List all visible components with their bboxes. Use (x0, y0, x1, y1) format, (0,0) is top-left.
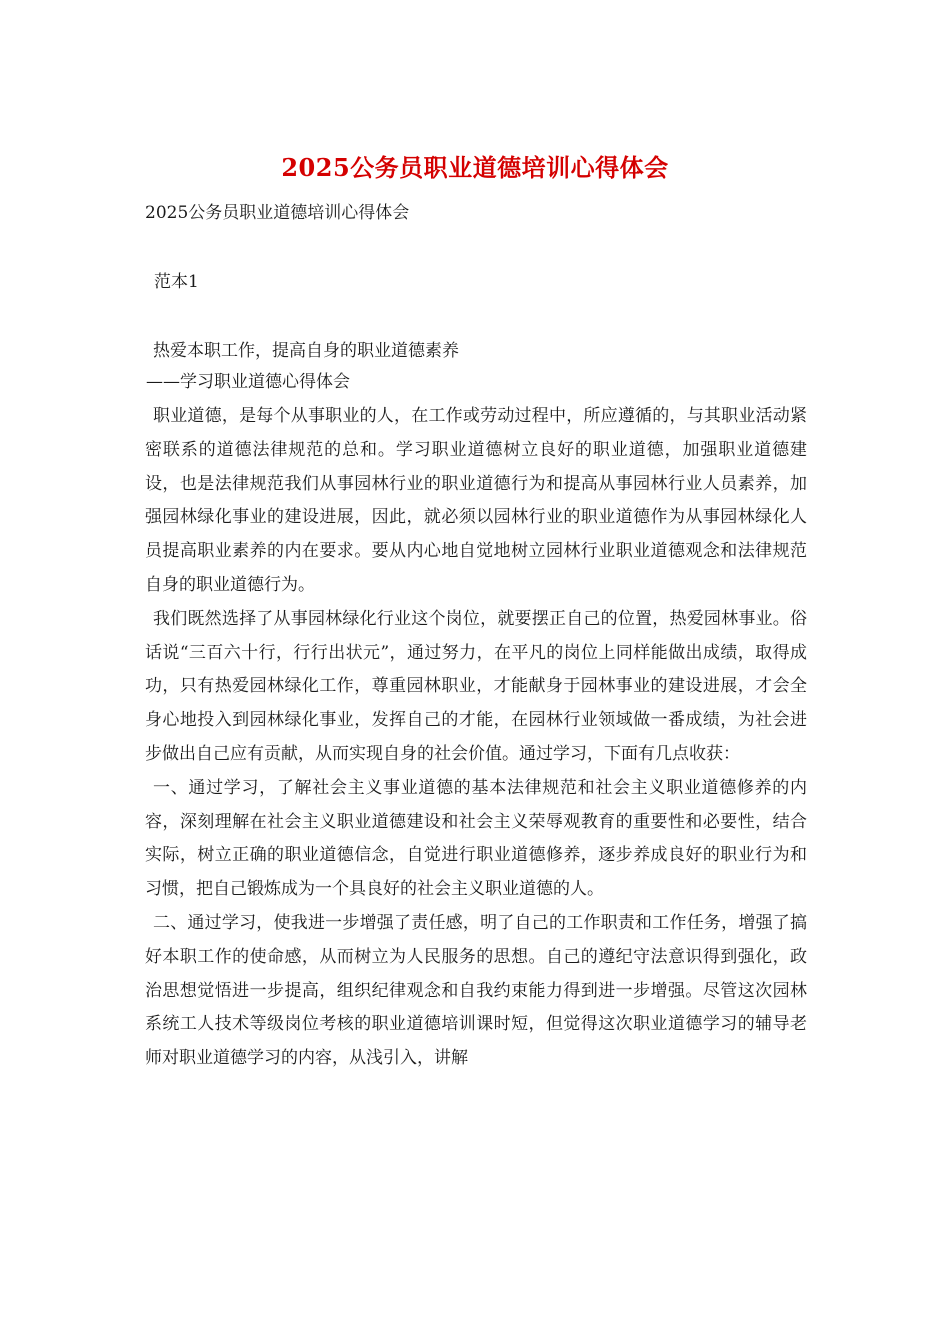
body-paragraph: 职业道德，是每个从事职业的人，在工作或劳动过程中，所应遵循的，与其职业活动紧密联系的道德法律规范的总和。学习职业道德树立良好的职业道德，加强职业道德建设，也是法律规范我们从事园林行业的职业道德行为和提高从事园林行业人员素养，加强园林绿化事业的建设进展，因此，就必须以园林行业的职业道德作为从事园林绿化人员提高职业素养的内在要求。要从内心地自觉地树立园林行业职业道德观念和法律规范自身的职业道德行为。 (145, 406, 807, 595)
essay-subheading: ——学习职业道德心得体会 (146, 372, 350, 392)
essay-heading: 热爱本职工作，提高自身的职业道德素养 (153, 341, 459, 361)
essay-body (145, 400, 807, 1076)
body-paragraph: 二、通过学习，使我进一步增强了责任感，明了自己的工作职责和工作任务，增强了搞好本职工作的使命感，从而树立为人民服务的思想。自己的遵纪守法意识得到强化，政治思想觉悟进一步提高，组织纪律观念和自我约束能力得到进一步增强。尽管这次园林系统工人技术等级岗位考核的职业道德培训课时短，但觉得这次职业道德学习的辅导老师对职业道德学习的内容，从浅引入，讲解 (145, 912, 807, 1069)
document-subtitle: 2025公务员职业道德培训心得体会 (145, 203, 410, 223)
sample-label: 范本1 (154, 272, 199, 292)
body-paragraph: 我们既然选择了从事园林绿化行业这个岗位，就要摆正自己的位置，热爱园林事业。俗话说“三百六十行，行行出状元”，通过努力，在平凡的岗位上同样能做出成绩，取得成功，只有热爱园林绿化工作，尊重园林职业，才能献身于园林事业的建设进展，才会全身心地投入到园林绿化事业，发挥自己的才能，在园林行业领域做一番成绩，为社会进步做出自己应有贡献，从而实现自身的社会价值。通过学习，下面有几点收获： (145, 608, 807, 764)
document-title: 2025公务员职业道德培训心得体会 (281, 153, 669, 182)
body-paragraph: 一、通过学习，了解社会主义事业道德的基本法律规范和社会主义职业道德修养的内容，深刻理解在社会主义职业道德建设和社会主义荣辱观教育的重要性和必要性，结合实际，树立正确的职业道德信念，自觉进行职业道德修养，逐步养成良好的职业行为和习惯，把自己锻炼成为一个具良好的社会主义职业道德的人。 (145, 777, 807, 900)
